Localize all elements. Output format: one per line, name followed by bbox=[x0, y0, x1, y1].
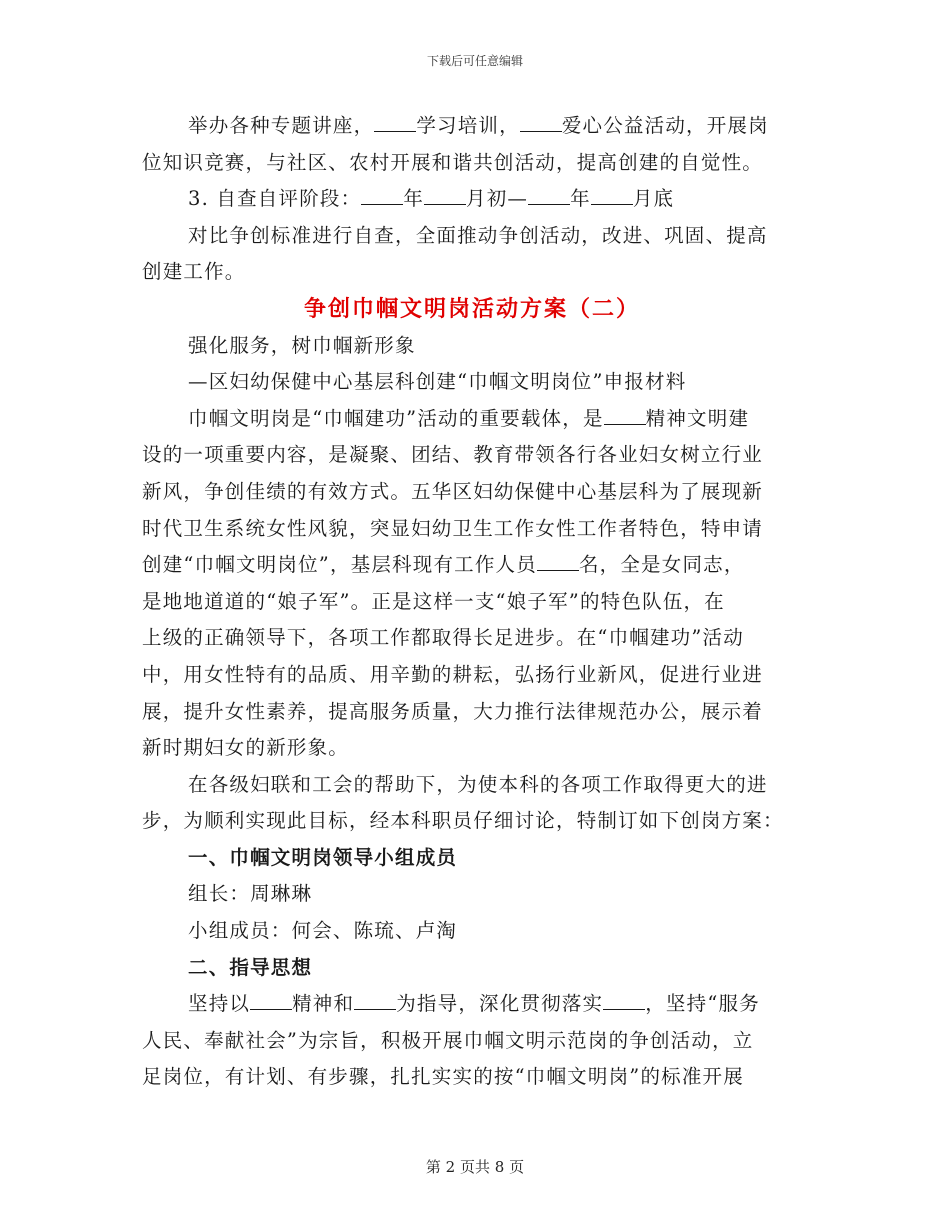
paragraph-line: 足岗位，有计划、有步骤，扎扎实实的按“巾帼文明岗”的标准开展 bbox=[142, 1065, 744, 1089]
text-run: 创建“巾帼文明岗位”，基层科现有工作人员 bbox=[142, 553, 537, 577]
fill-blank bbox=[537, 552, 579, 571]
text-run: 年 bbox=[403, 187, 425, 211]
paragraph-line: 新风，争创佳绩的有效方式。五华区妇幼保健中心基层科为了展现新 bbox=[142, 479, 764, 503]
text-run: 坚持以 bbox=[188, 992, 251, 1016]
section-title: 争创巾帼文明岗活动方案（二） bbox=[303, 295, 640, 322]
fill-blank bbox=[528, 186, 570, 205]
paragraph-line: 是地地道道的“娘子军”。正是这样一支“娘子军”的特色队伍，在 bbox=[142, 589, 725, 613]
paragraph-line: 对比争创标准进行自查，全面推动争创活动，改进、巩固、提高 bbox=[188, 223, 768, 247]
paragraph-line: 展，提升女性素养，提高服务质量，大力推行法律规范办公，展示着 bbox=[142, 699, 764, 723]
paragraph-line bbox=[142, 986, 802, 1023]
text-run: 举办各种专题讲座， bbox=[188, 114, 375, 137]
paragraph-line: 小组成员：何会、陈琉、卢淘 bbox=[188, 919, 458, 943]
text-run: 月初— bbox=[466, 187, 529, 211]
text-run: 爱心公益活动，开展岗 bbox=[561, 114, 769, 137]
paragraph-line: 位知识竞赛，与社区、农村开展和谐共创活动，提高创建的自觉性。 bbox=[142, 150, 764, 174]
paragraph-line: 时代卫生系统女性风貌，突显妇幼卫生工作女性工作者特色，特申请 bbox=[142, 516, 764, 540]
paragraph-line: 创建工作。 bbox=[142, 260, 246, 284]
fill-blank bbox=[354, 991, 396, 1010]
text-run: ，坚持“服务 bbox=[645, 992, 760, 1016]
text-run: 月底 bbox=[632, 187, 675, 211]
paragraph-line: 新时期妇女的新形象。 bbox=[142, 736, 350, 760]
text-run: 名，全是女同志， bbox=[578, 553, 745, 577]
paragraph-line bbox=[142, 401, 802, 438]
page-footer: 第 2 页共 8 页 bbox=[425, 1158, 525, 1176]
paragraph-line bbox=[142, 547, 802, 584]
section-heading: 二、指导思想 bbox=[188, 955, 313, 979]
fill-blank bbox=[374, 113, 416, 132]
subtitle-line: 强化服务，树巾帼新形象 bbox=[188, 333, 416, 357]
fill-blank bbox=[604, 406, 646, 425]
fill-blank bbox=[250, 991, 292, 1010]
page-header: 下载后可任意编辑 bbox=[426, 54, 523, 68]
document-body bbox=[142, 108, 802, 1096]
fill-blank bbox=[361, 186, 403, 205]
paragraph-line: 在各级妇联和工会的帮助下，为使本科的各项工作取得更大的进 bbox=[188, 772, 768, 796]
fill-blank bbox=[591, 186, 633, 205]
text-run: 为指导，深化贯彻落实 bbox=[396, 992, 604, 1016]
paragraph-line: 中，用女性特有的品质、用辛勤的耕耘，弘扬行业新风，促进行业进 bbox=[142, 662, 764, 686]
section-heading: 一、巾帼文明岗领导小组成员 bbox=[188, 845, 458, 869]
fill-blank bbox=[424, 186, 466, 205]
paragraph-line: 上级的正确领导下，各项工作都取得长足进步。在“巾帼建功”活动 bbox=[142, 626, 744, 650]
text-run: 精神文明建 bbox=[645, 406, 750, 430]
text-run: 3. 自查自评阶段： bbox=[188, 187, 362, 211]
text-run: 精神和 bbox=[292, 992, 355, 1016]
paragraph-line bbox=[142, 108, 802, 145]
paragraph-line: 组长：周琳琳 bbox=[188, 882, 313, 906]
paragraph-line: 设的一项重要内容，是凝聚、团结、教育带领各行各业妇女树立行业 bbox=[142, 443, 764, 467]
paragraph-line: 步，为顺利实现此目标，经本科职员仔细讨论，特制订如下创岗方案： bbox=[142, 809, 784, 833]
paragraph-line bbox=[142, 181, 802, 218]
paragraph-line: 人民、奉献社会”为宗旨，积极开展巾帼文明示范岗的争创活动，立 bbox=[142, 1028, 754, 1052]
text-run: 学习培训， bbox=[416, 114, 520, 137]
fill-blank bbox=[520, 113, 562, 132]
subtitle-line: —区妇幼保健中心基层科创建“巾帼文明岗位”申报材料 bbox=[188, 370, 687, 394]
text-run: 巾帼文明岗是“巾帼建功”活动的重要载体，是 bbox=[188, 406, 604, 430]
fill-blank bbox=[603, 991, 645, 1010]
text-run: 年 bbox=[570, 187, 591, 211]
